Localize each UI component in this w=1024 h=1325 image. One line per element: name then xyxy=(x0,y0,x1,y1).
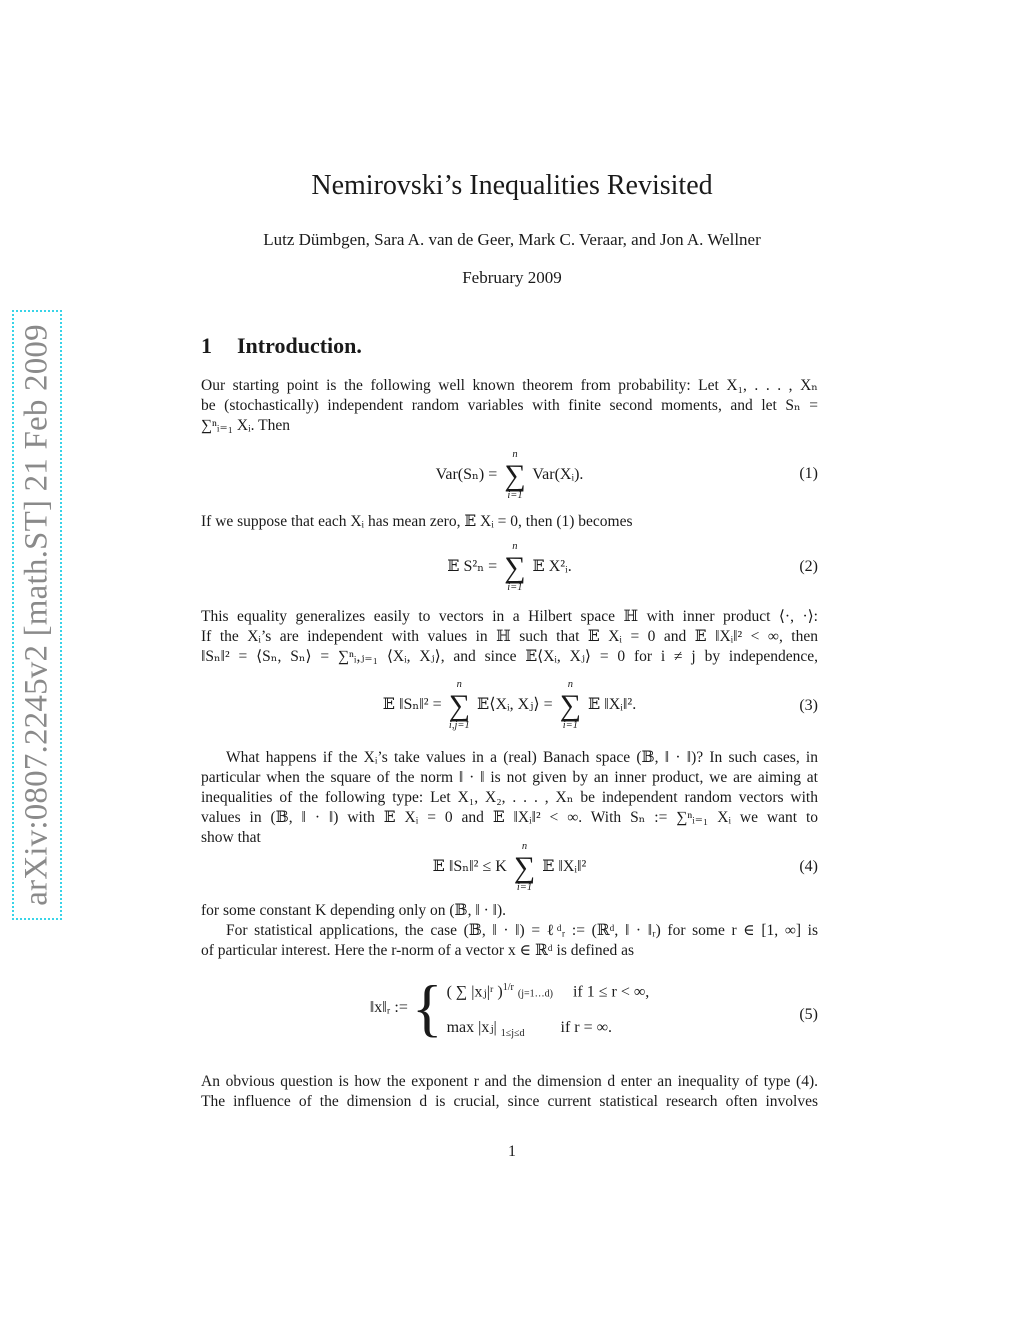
eq-rhs: Var(Xᵢ). xyxy=(532,466,584,484)
case1-condition: if 1 ≤ r < ∞, xyxy=(572,983,650,1001)
section-number: 1 xyxy=(201,333,212,358)
paragraph-hilbert xyxy=(201,607,818,667)
text-line: show that xyxy=(201,829,261,846)
arxiv-stamp xyxy=(12,310,62,920)
case1-exponent: 1/r xyxy=(502,982,514,993)
paper-authors: Lutz Dümbgen, Sara A. van de Geer, Mark C. Veraar, and Jon A. Wellner xyxy=(263,230,761,249)
sum-upper: n xyxy=(567,679,573,690)
sum-upper: n xyxy=(512,541,518,552)
text-line: This equality generalizes easily to vectors in a Hilbert space ℍ with inner product ⟨·, ·⟩: xyxy=(201,608,818,625)
equation-4 xyxy=(201,842,818,894)
equation-number: (2) xyxy=(799,558,818,575)
page-number: 1 xyxy=(508,1143,516,1160)
section-title: Introduction. xyxy=(237,333,362,358)
case2-subscript: 1≤j≤d xyxy=(500,1028,525,1040)
text-line: inequalities of the following type: Let X₁, X₂, . . . , Xₙ be independent random vectors with xyxy=(201,789,818,806)
eq-rhs: 𝔼 ‖Xᵢ‖² xyxy=(542,858,587,876)
text-line: If the Xᵢ’s are independent with values in ℍ such that 𝔼 Xᵢ = 0 and 𝔼 ‖Xᵢ‖² < ∞, then xyxy=(201,628,818,645)
equation-3 xyxy=(201,680,818,732)
eq-lhs: Var(Sₙ) = xyxy=(435,466,498,484)
summation: n ∑ i,j=1 xyxy=(448,679,470,731)
sum-upper: n xyxy=(512,449,518,460)
eq-rhs: 𝔼 ‖Xᵢ‖². xyxy=(588,696,637,714)
paper-date: February 2009 xyxy=(462,268,562,287)
section-heading xyxy=(201,333,362,359)
text-line: If we suppose that each Xᵢ has mean zero, 𝔼 Xᵢ = 0, then (1) becomes xyxy=(201,513,633,530)
text-line: What happens if the Xᵢ’s take values in a (real) Banach space (𝔹, ‖ · ‖)? In such cases, in xyxy=(226,749,818,766)
summation: n ∑ i=1 xyxy=(504,541,526,593)
text-line: The influence of the dimension d is crucial, since current statistical research often involves xyxy=(201,1093,818,1110)
case2-condition: if r = ∞. xyxy=(560,1019,613,1036)
eq-lhs: 𝔼 S²ₙ = xyxy=(447,558,498,576)
sum-lower: i=1 xyxy=(562,719,578,731)
left-brace: { xyxy=(411,972,443,1043)
paragraph-mean-zero xyxy=(201,512,818,532)
sum-lower: i=1 xyxy=(507,581,523,593)
case-infinite xyxy=(447,1008,650,1048)
sum-lower: i=1 xyxy=(507,489,523,501)
paragraph-banach xyxy=(201,748,818,848)
summation: n ∑ i=1 xyxy=(504,449,526,501)
case-finite xyxy=(447,968,650,1008)
sum-upper: n xyxy=(521,841,528,852)
eq-rhs: 𝔼 X²ᵢ. xyxy=(532,558,572,576)
equation-1 xyxy=(201,450,818,500)
case2-expr: max |xⱼ| xyxy=(446,1019,497,1036)
text-line: An obvious question is how the exponent r and the dimension d enter an inequality of type (4). xyxy=(201,1073,818,1090)
text-line: be (stochastically) independent random variables with finite second moments, and let Sₙ = xyxy=(201,397,818,414)
text-line: particular when the square of the norm ‖ · ‖ is not given by an inner product, we are aiming at xyxy=(201,769,818,786)
eq-lhs: ‖x‖ᵣ := xyxy=(369,999,408,1016)
eq-lhs: 𝔼 ‖Sₙ‖² ≤ K xyxy=(432,858,507,876)
case1-sum-limits: (j=1…d) xyxy=(517,988,553,1000)
equation-2 xyxy=(201,542,818,592)
sum-upper: n xyxy=(456,679,462,690)
case1-expr: ( ∑ |xⱼ|ʳ ) xyxy=(446,983,503,1001)
paragraph-question xyxy=(201,1072,818,1112)
paragraph-statistical xyxy=(201,921,818,961)
text-line: of particular interest. Here the r-norm of a vector x ∈ ℝᵈ is defined as xyxy=(201,942,634,959)
equation-number: (1) xyxy=(799,465,818,482)
text-line: values in (𝔹, ‖ · ‖) with 𝔼 Xᵢ = 0 and 𝔼 ‖Xᵢ‖² < ∞. With Sₙ := ∑ⁿᵢ₌₁ Xᵢ we want to xyxy=(201,809,818,826)
cases-block xyxy=(447,968,650,1048)
text-line: for some constant K depending only on (𝔹, ‖ · ‖). xyxy=(201,902,507,919)
arxiv-id: arXiv:0807.2245v2 [math.ST] 21 Feb 2009 xyxy=(18,324,55,906)
paragraph-constant xyxy=(201,901,818,921)
sum-lower: i=1 xyxy=(516,881,533,893)
eq-lhs: 𝔼 ‖Sₙ‖² = xyxy=(382,696,442,714)
text-line: ‖Sₙ‖² = ⟨Sₙ, Sₙ⟩ = ∑ⁿᵢ,ⱼ₌₁ ⟨Xᵢ, Xⱼ⟩, and since 𝔼⟨Xᵢ, Xⱼ⟩ = 0 for i ≠ j by independence, xyxy=(201,648,818,665)
sum-lower: i,j=1 xyxy=(448,719,470,731)
text-line: For statistical applications, the case (𝔹, ‖ · ‖) = ℓᵈᵣ := (ℝᵈ, ‖ · ‖ᵣ) for some r ∈ [1, ∞] is xyxy=(226,922,818,939)
text-line: Our starting point is the following well known theorem from probability: Let X₁, . . . , Xₙ xyxy=(201,377,818,394)
equation-number: (4) xyxy=(799,858,818,875)
text-line: ∑ⁿᵢ₌₁ Xᵢ. Then xyxy=(201,417,290,434)
eq-mid: 𝔼⟨Xᵢ, Xⱼ⟩ = xyxy=(477,696,553,714)
equation-5 xyxy=(201,968,818,1063)
equation-number: (5) xyxy=(799,1006,818,1023)
summation: n ∑ i=1 xyxy=(513,841,536,893)
equation-number: (3) xyxy=(799,697,818,714)
summation: n ∑ i=1 xyxy=(559,679,582,731)
paragraph-intro xyxy=(201,376,818,436)
paper-title: Nemirovski’s Inequalities Revisited xyxy=(311,170,713,201)
